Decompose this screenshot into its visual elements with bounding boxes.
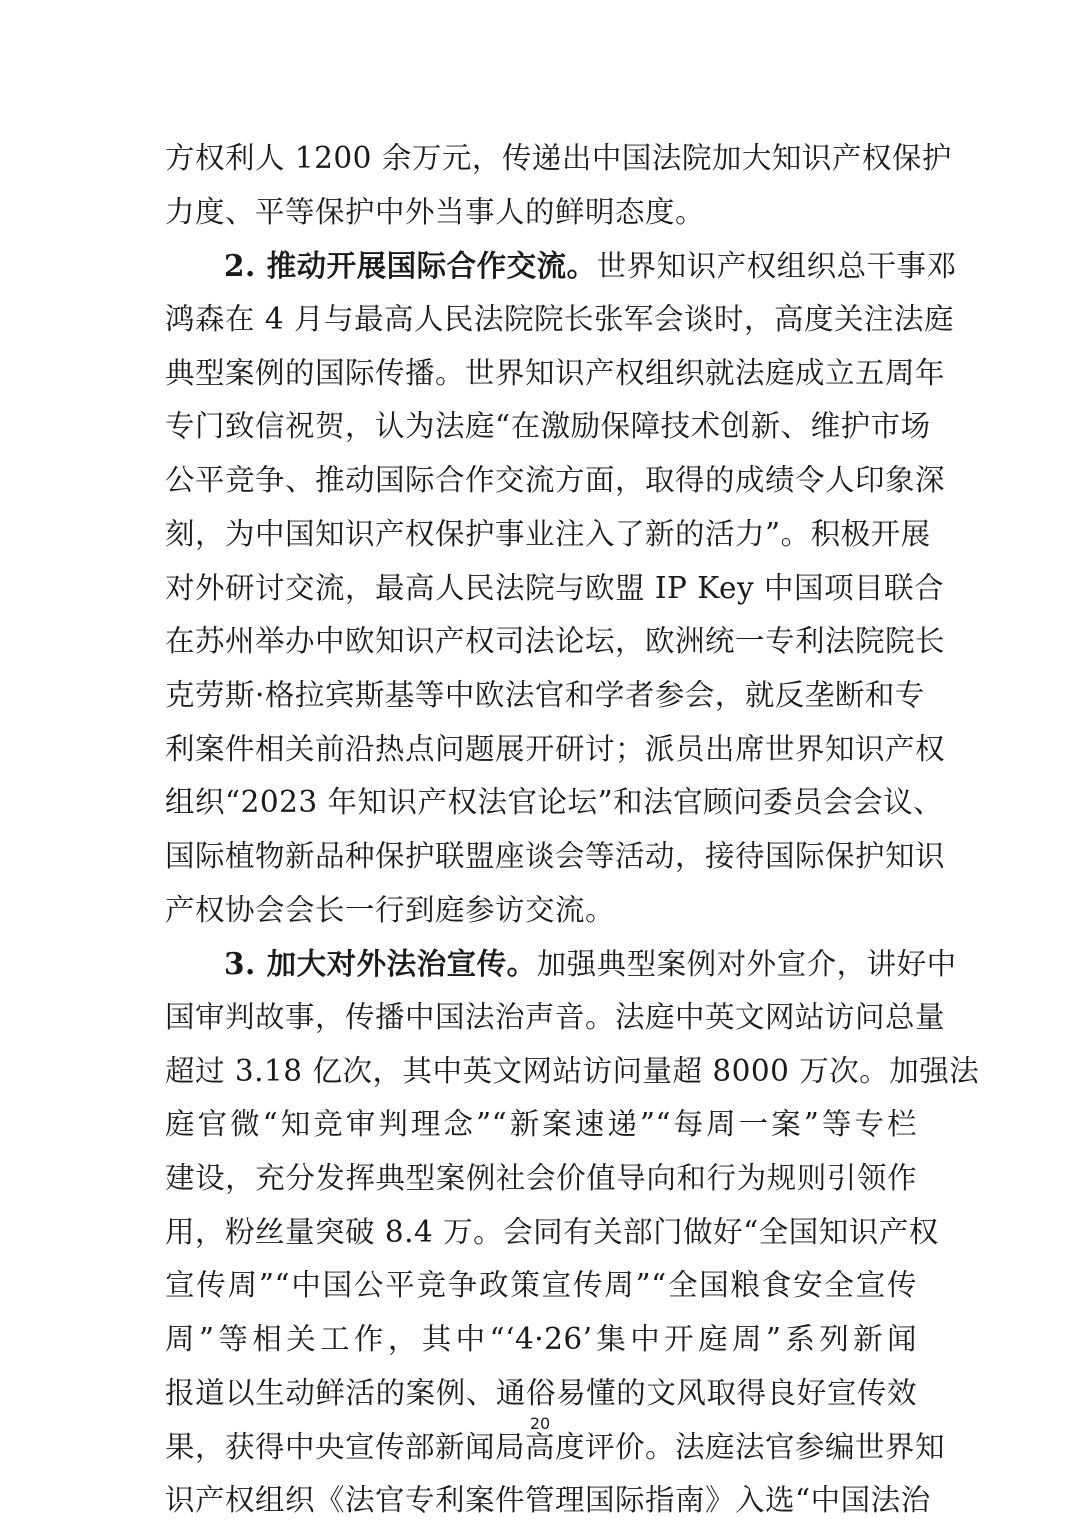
document-body <box>165 132 980 1528</box>
section-3-first-line <box>165 937 957 991</box>
body-line: 超过 3.18 亿次，其中英文网站访问量超 8000 万次。加强法 <box>165 1053 980 1088</box>
body-line: 识产权组织《法官专利案件管理国际指南》入选“中国法治 <box>165 1483 931 1518</box>
body-line: 公平竞争、推动国际合作交流方面，取得的成绩令人印象深 <box>165 463 946 498</box>
body-line: 典型案例的国际传播。世界知识产权组织就法庭成立五周年 <box>165 355 946 390</box>
section-2-heading: 2. 推动开展国际合作交流。 <box>224 248 597 284</box>
body-line: 力度、平等保护中外当事人的鲜明态度。 <box>165 194 706 229</box>
body-line: 果，获得中央宣传部新闻局高度评价。法庭法官参编世界知 <box>165 1429 946 1464</box>
body-line: 对外研讨交流，最高人民法院与欧盟 IP Key 中国项目联合 <box>165 570 945 605</box>
page-number: 20 <box>529 1414 551 1433</box>
section-3-lead-text: 加强典型案例对外宣介，讲好中 <box>536 947 957 982</box>
body-line: 国审判故事，传播中国法治声音。法庭中英文网站访问总量 <box>165 1000 946 1034</box>
body-line: 鸿森在 4 月与最高人民法院院长张军会谈时，高度关注法庭 <box>165 302 955 337</box>
body-line: 国际植物新品种保护联盟座谈会等活动，接待国际保护知识 <box>165 838 946 873</box>
body-line: 利案件相关前沿热点问题展开研讨；派员出席世界知识产权 <box>165 731 946 766</box>
body-line: 周”等相关工作，其中“‘4·26’集中开庭周”系列新闻 <box>165 1322 917 1357</box>
body-line: 克劳斯·格拉宾斯基等中欧法官和学者参会，就反垄断和专 <box>165 677 925 712</box>
body-line: 庭官微“知竞审判理念”“新案速递”“每周一案”等专栏 <box>165 1107 917 1142</box>
body-line: 用，粉丝量突破 8.4 万。会同有关部门做好“全国知识产权 <box>165 1214 939 1249</box>
body-line: 专门致信祝贺，认为法庭“在激励保障技术创新、维护市场 <box>165 409 931 444</box>
body-line: 宣传周”“中国公平竞争政策宣传周”“全国粮食安全宣传 <box>165 1268 917 1303</box>
body-line: 刻，为中国知识产权保护事业注入了新的活力”。积极开展 <box>165 516 931 551</box>
section-2-first-line <box>165 239 957 293</box>
section-2-lead-text: 世界知识产权组织总干事邓 <box>596 249 957 284</box>
body-line: 报道以生动鲜活的案例、通俗易懂的文风取得良好宣传效 <box>165 1375 917 1410</box>
body-line: 方权利人 1200 余万元，传递出中国法院加大知识产权保护 <box>165 141 952 175</box>
body-line: 产权协会会长一行到庭参访交流。 <box>165 892 616 927</box>
body-line: 建设，充分发挥典型案例社会价值导向和行为规则引领作 <box>165 1161 917 1196</box>
body-line: 组织“2023 年知识产权法官论坛”和法官顾问委员会会议、 <box>165 785 944 820</box>
section-3-heading: 3. 加大对外法治宣传。 <box>224 946 537 982</box>
body-line: 在苏州举办中欧知识产权司法论坛，欧洲统一专利法院院长 <box>165 624 946 659</box>
